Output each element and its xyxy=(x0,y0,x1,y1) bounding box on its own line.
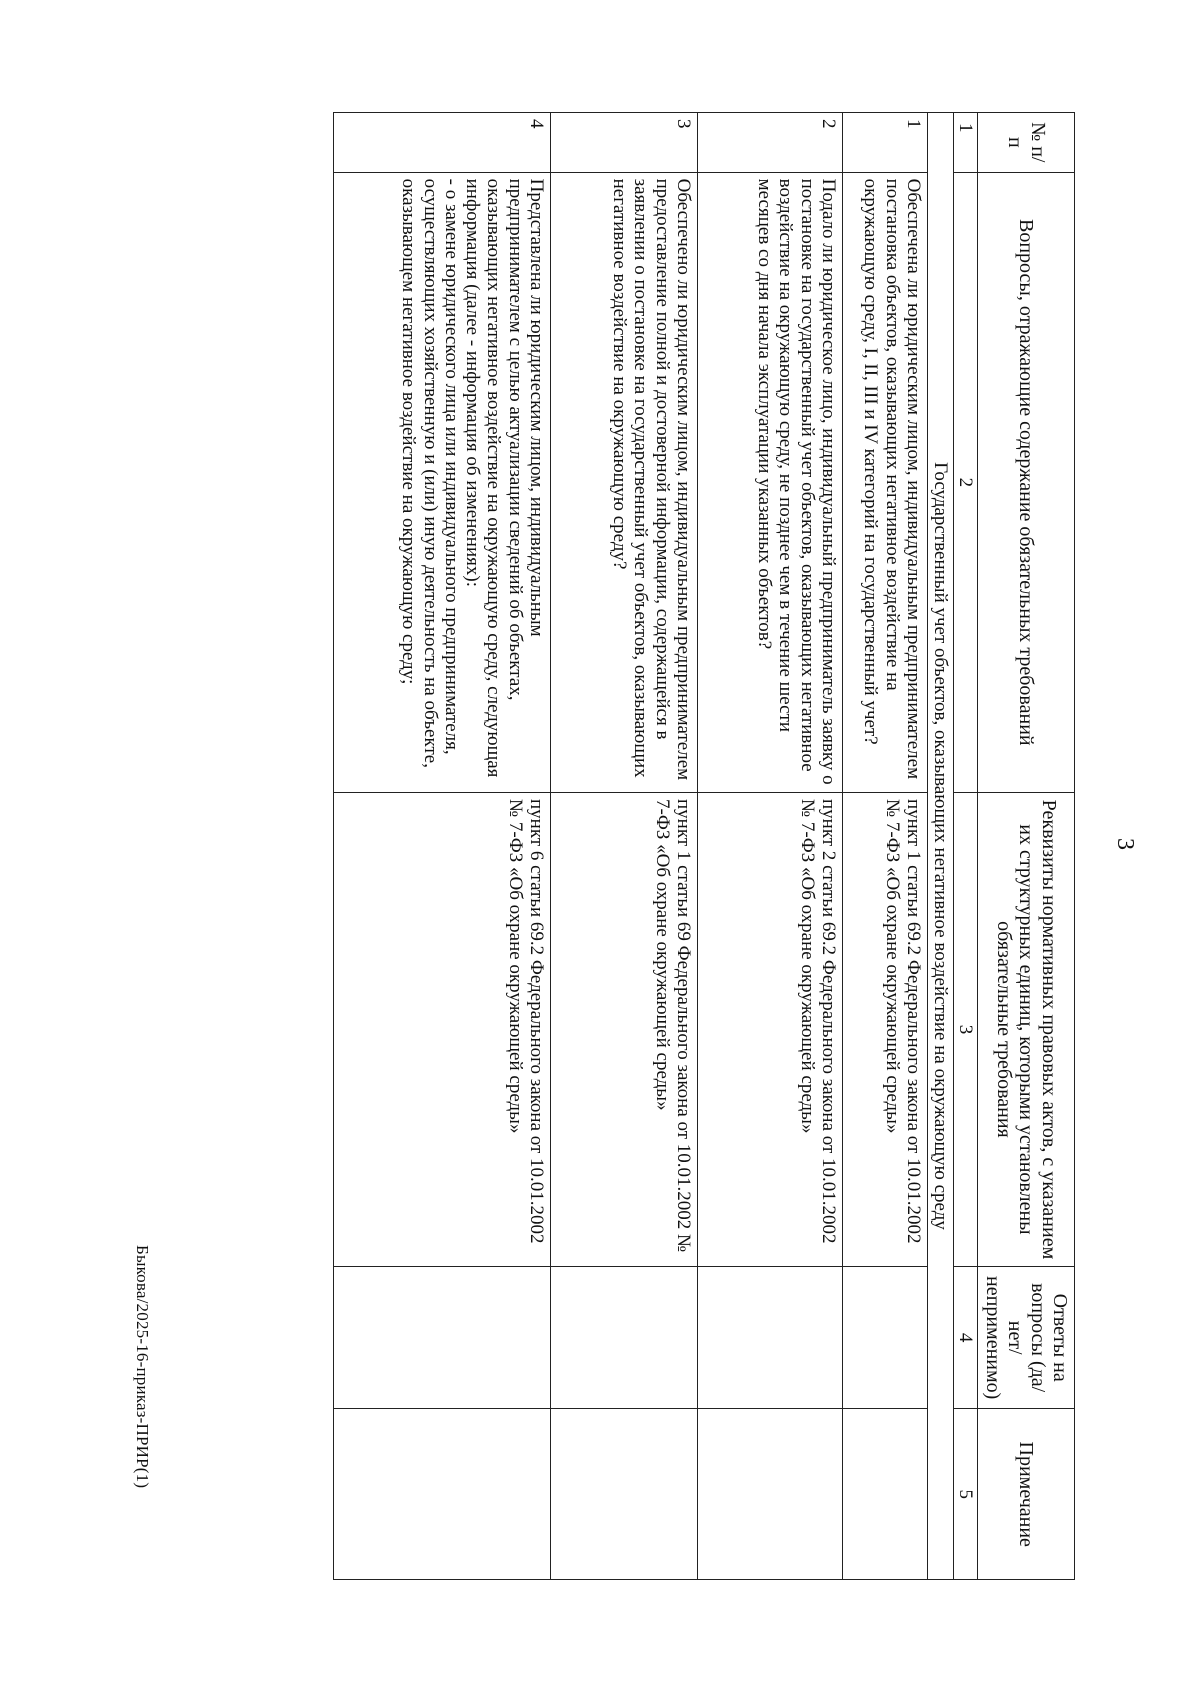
row-reference: пункт 1 статьи 69 Федерального закона от 10.01.2002 № 7-ФЗ «Об охране окружающей среды» xyxy=(550,793,697,1267)
index-cell: 1 xyxy=(954,113,978,173)
header-note: Примечание xyxy=(978,1409,1075,1580)
row-question: Представлена ли юридическим лицом, индивидуальным предпринимателем с целью актуализации сведений об объектах, оказывающих негативное воздействие на окружающую среду, следующая информация (далее - информация об изменениях): - о замене юридического лица или индивидуального предпринимателя, осуществляющих хозяйственную и (или) иную деятельность на объекте, оказывающем негативное воздействие на окружающую среду; xyxy=(333,172,550,792)
row-note[interactable] xyxy=(842,1409,927,1580)
section-row xyxy=(927,113,953,1580)
requirements-table xyxy=(333,112,1075,1580)
index-cell: 3 xyxy=(954,793,978,1267)
document-reference: Быкова/2025-16-приказ-ПРИР(1) xyxy=(133,1245,152,1489)
table-row xyxy=(842,113,927,1580)
row-reference: пункт 2 статьи 69.2 Федерального закона от 10.01.2002 № 7-ФЗ «Об охране окружающей среды» xyxy=(697,793,842,1267)
table-row xyxy=(697,113,842,1580)
index-cell: 2 xyxy=(954,172,978,792)
row-note[interactable] xyxy=(550,1409,697,1580)
row-note[interactable] xyxy=(333,1409,550,1580)
row-number: 2 xyxy=(697,113,842,173)
section-title: Государственный учет объектов, оказывающих негативное воздействие на окружающую среду xyxy=(927,113,953,1580)
index-cell: 4 xyxy=(954,1266,978,1409)
row-number: 1 xyxy=(842,113,927,173)
row-number: 3 xyxy=(550,113,697,173)
row-note[interactable] xyxy=(697,1409,842,1580)
row-answer[interactable] xyxy=(333,1266,550,1409)
row-answer[interactable] xyxy=(550,1266,697,1409)
row-question: Обеспечена ли юридическим лицом, индивидуальным предпринимателем постановка объектов, оказывающих негативное воздействие на окружающую среду, I, II, III и IV категорий на государственный учет? xyxy=(842,172,927,792)
header-reference: Реквизиты нормативных правовых актов, с указанием их структурных единиц, которыми установлены обязательные требования xyxy=(978,793,1075,1267)
row-question: Подало ли юридическое лицо, индивидуальный предприниматель заявку о постановке на государственный учет объектов, оказывающих негативное воздействие на окружающую среду, не позднее чем в течение шести месяцев со дня начала эксплуатации указанных объектов? xyxy=(697,172,842,792)
row-answer[interactable] xyxy=(697,1266,842,1409)
header-answer: Ответы на вопросы (да/нет/ неприменимо) xyxy=(978,1266,1075,1409)
row-question: Обеспечено ли юридическим лицом, индивидуальным предпринимателем предоставление полной и достоверной информации, содержащейся в заявлении о постановке на государственный учет объектов, оказывающих негативное воздействие на окружающую среду? xyxy=(550,172,697,792)
row-reference: пункт 6 статьи 69.2 Федерального закона от 10.01.2002 № 7-ФЗ «Об охране окружающей среды» xyxy=(333,793,550,1267)
page-number: 3 xyxy=(1112,838,1138,850)
table-row xyxy=(550,113,697,1580)
header-question: Вопросы, отражающие содержание обязательных требований xyxy=(978,172,1075,792)
table-header-row xyxy=(978,113,1075,1580)
row-reference: пункт 1 статьи 69.2 Федерального закона от 10.01.2002 № 7-ФЗ «Об охране окружающей среды» xyxy=(842,793,927,1267)
column-index-row xyxy=(954,113,978,1580)
row-answer[interactable] xyxy=(842,1266,927,1409)
row-number: 4 xyxy=(333,113,550,173)
table-row xyxy=(333,113,550,1580)
index-cell: 5 xyxy=(954,1409,978,1580)
header-num: № п/п xyxy=(978,113,1075,173)
